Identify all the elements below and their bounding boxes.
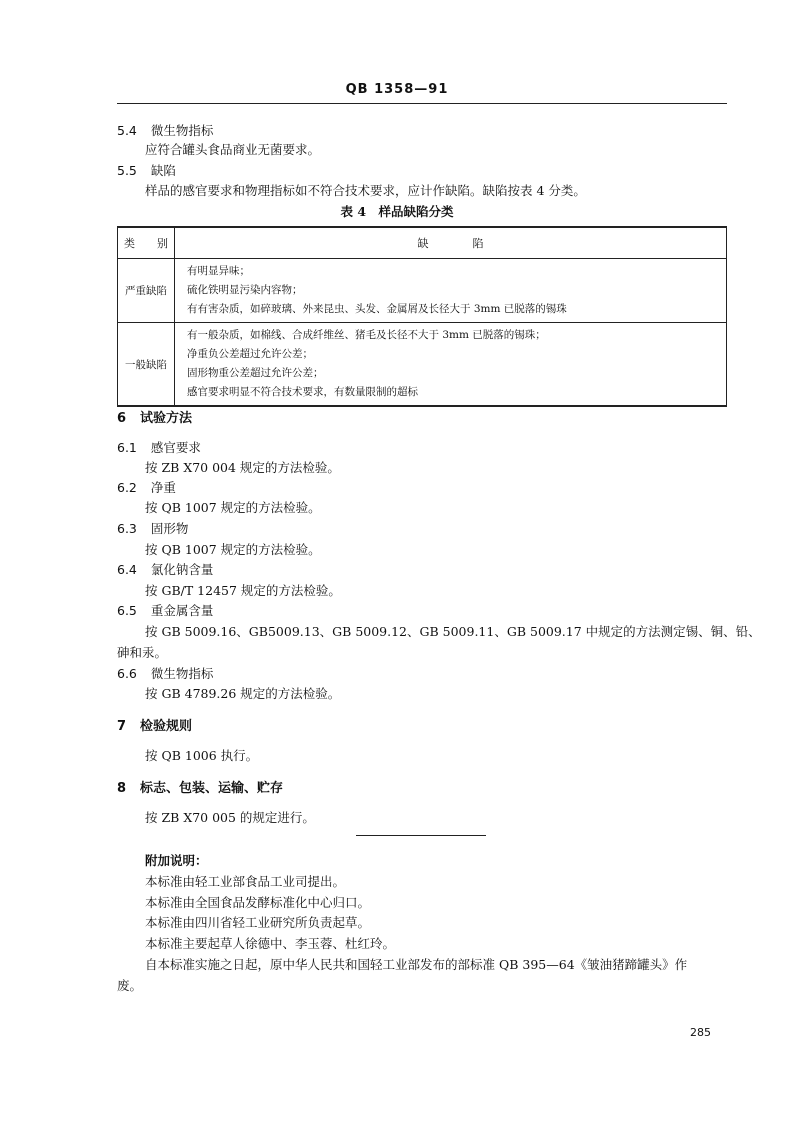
defect-item: 有明显异味； [187,265,250,277]
appendix-last-line2: 废。 [117,978,143,993]
appendix-line: 本标准由全国食品发酵标准化中心归口。 [145,895,371,910]
section-number: 7 [117,719,127,734]
table-header-defect: 缺 陷 [175,227,727,259]
defect-item: 固形物重公差超过允许公差； [187,367,324,379]
category-severe: 严重缺陷 [118,259,175,323]
section-8-heading [117,777,283,796]
table-header-category: 类 别 [118,227,175,259]
section-5-4-heading [117,121,213,139]
section-number: 6.5 [117,603,137,618]
separator-rule [356,835,486,836]
section-title: 微生物指标 [150,666,214,681]
section-title: 缺陷 [150,163,176,178]
section-7-body: 按 QB 1006 执行。 [145,748,259,763]
section-5-5-heading [117,161,176,179]
defect-item: 净重负公差超过允许公差； [187,348,313,360]
section-6-1-heading [117,438,201,456]
section-title: 净重 [150,480,176,495]
header-rule [117,103,727,104]
section-title: 感官要求 [150,440,201,455]
section-title: 检验规则 [140,719,193,734]
section-6-2-heading [117,478,176,496]
section-6-2-body: 按 QB 1007 规定的方法检验。 [145,500,321,515]
section-6-4-body: 按 GB/T 12457 规定的方法检验。 [145,583,341,598]
appendix-line: 本标准由轻工业部食品工业司提出。 [145,874,346,889]
section-6-5-body-line1: 按 GB 5009.16、GB5009.13、GB 5009.12、GB 5009.11、GB 5009.17 中规定的方法测定锡、铜、铅、 [145,624,761,639]
section-number: 6.4 [117,562,137,577]
section-6-6-heading [117,664,213,682]
section-title: 重金属含量 [150,603,214,618]
severe-defect-list [175,259,727,323]
defect-item: 有一般杂质，如棉线、合成纤维丝、猪毛及长径不大于 3mm 已脱落的锡珠； [187,329,546,341]
section-number: 5.4 [117,123,137,138]
appendix-last-line1: 自本标准实施之日起，原中华人民共和国轻工业部发布的部标准 QB 395—64《皱油猪蹄罐头》作 [145,957,688,972]
defect-classification-table [117,226,727,407]
section-number: 6.6 [117,666,137,681]
section-6-1-body: 按 ZB X70 004 规定的方法检验。 [145,460,340,475]
document-code-header: QB 1358—91 [345,82,449,97]
section-title: 微生物指标 [150,123,214,138]
section-5-5-body: 样品的感官要求和物理指标如不符合技术要求，应计作缺陷。缺陷按表 4 分类。 [145,183,586,198]
section-6-5-heading [117,601,213,619]
section-8-body: 按 ZB X70 005 的规定进行。 [145,810,315,825]
defect-item: 感官要求明显不符合技术要求，有数量限制的超标 [187,386,418,398]
section-title: 固形物 [150,521,189,536]
section-number: 6 [117,411,127,426]
section-7-heading [117,715,192,734]
page-number: 285 [690,1026,711,1039]
table-caption: 表 4 样品缺陷分类 [340,204,454,219]
section-number: 6.2 [117,480,137,495]
section-title: 试验方法 [140,411,193,426]
general-defect-list [175,323,727,407]
section-number: 6.1 [117,440,137,455]
section-6-6-body: 按 GB 4789.26 规定的方法检验。 [145,686,341,701]
appendix-line: 本标准由四川省轻工业研究所负责起草。 [145,915,371,930]
section-number: 5.5 [117,163,137,178]
section-6-3-body: 按 QB 1007 规定的方法检验。 [145,542,321,557]
appendix-title: 附加说明： [145,853,208,868]
appendix-line: 本标准主要起草人徐德中、李玉蓉、杜红玲。 [145,936,396,951]
section-5-4-body: 应符合罐头食品商业无菌要求。 [145,142,321,157]
section-6-heading [117,407,192,426]
section-6-4-heading [117,560,213,578]
section-6-3-heading [117,519,188,537]
defect-item: 硫化铁明显污染内容物； [187,284,303,296]
section-title: 氯化钠含量 [150,562,214,577]
section-number: 6.3 [117,521,137,536]
defect-item: 有有害杂质，如碎玻璃、外来昆虫、头发、金属屑及长径大于 3mm 已脱落的锡珠 [187,303,567,315]
section-title: 标志、包装、运输、贮存 [140,781,284,796]
section-6-5-body-line2: 砷和汞。 [117,645,168,660]
category-general: 一般缺陷 [118,323,175,407]
section-number: 8 [117,781,127,796]
